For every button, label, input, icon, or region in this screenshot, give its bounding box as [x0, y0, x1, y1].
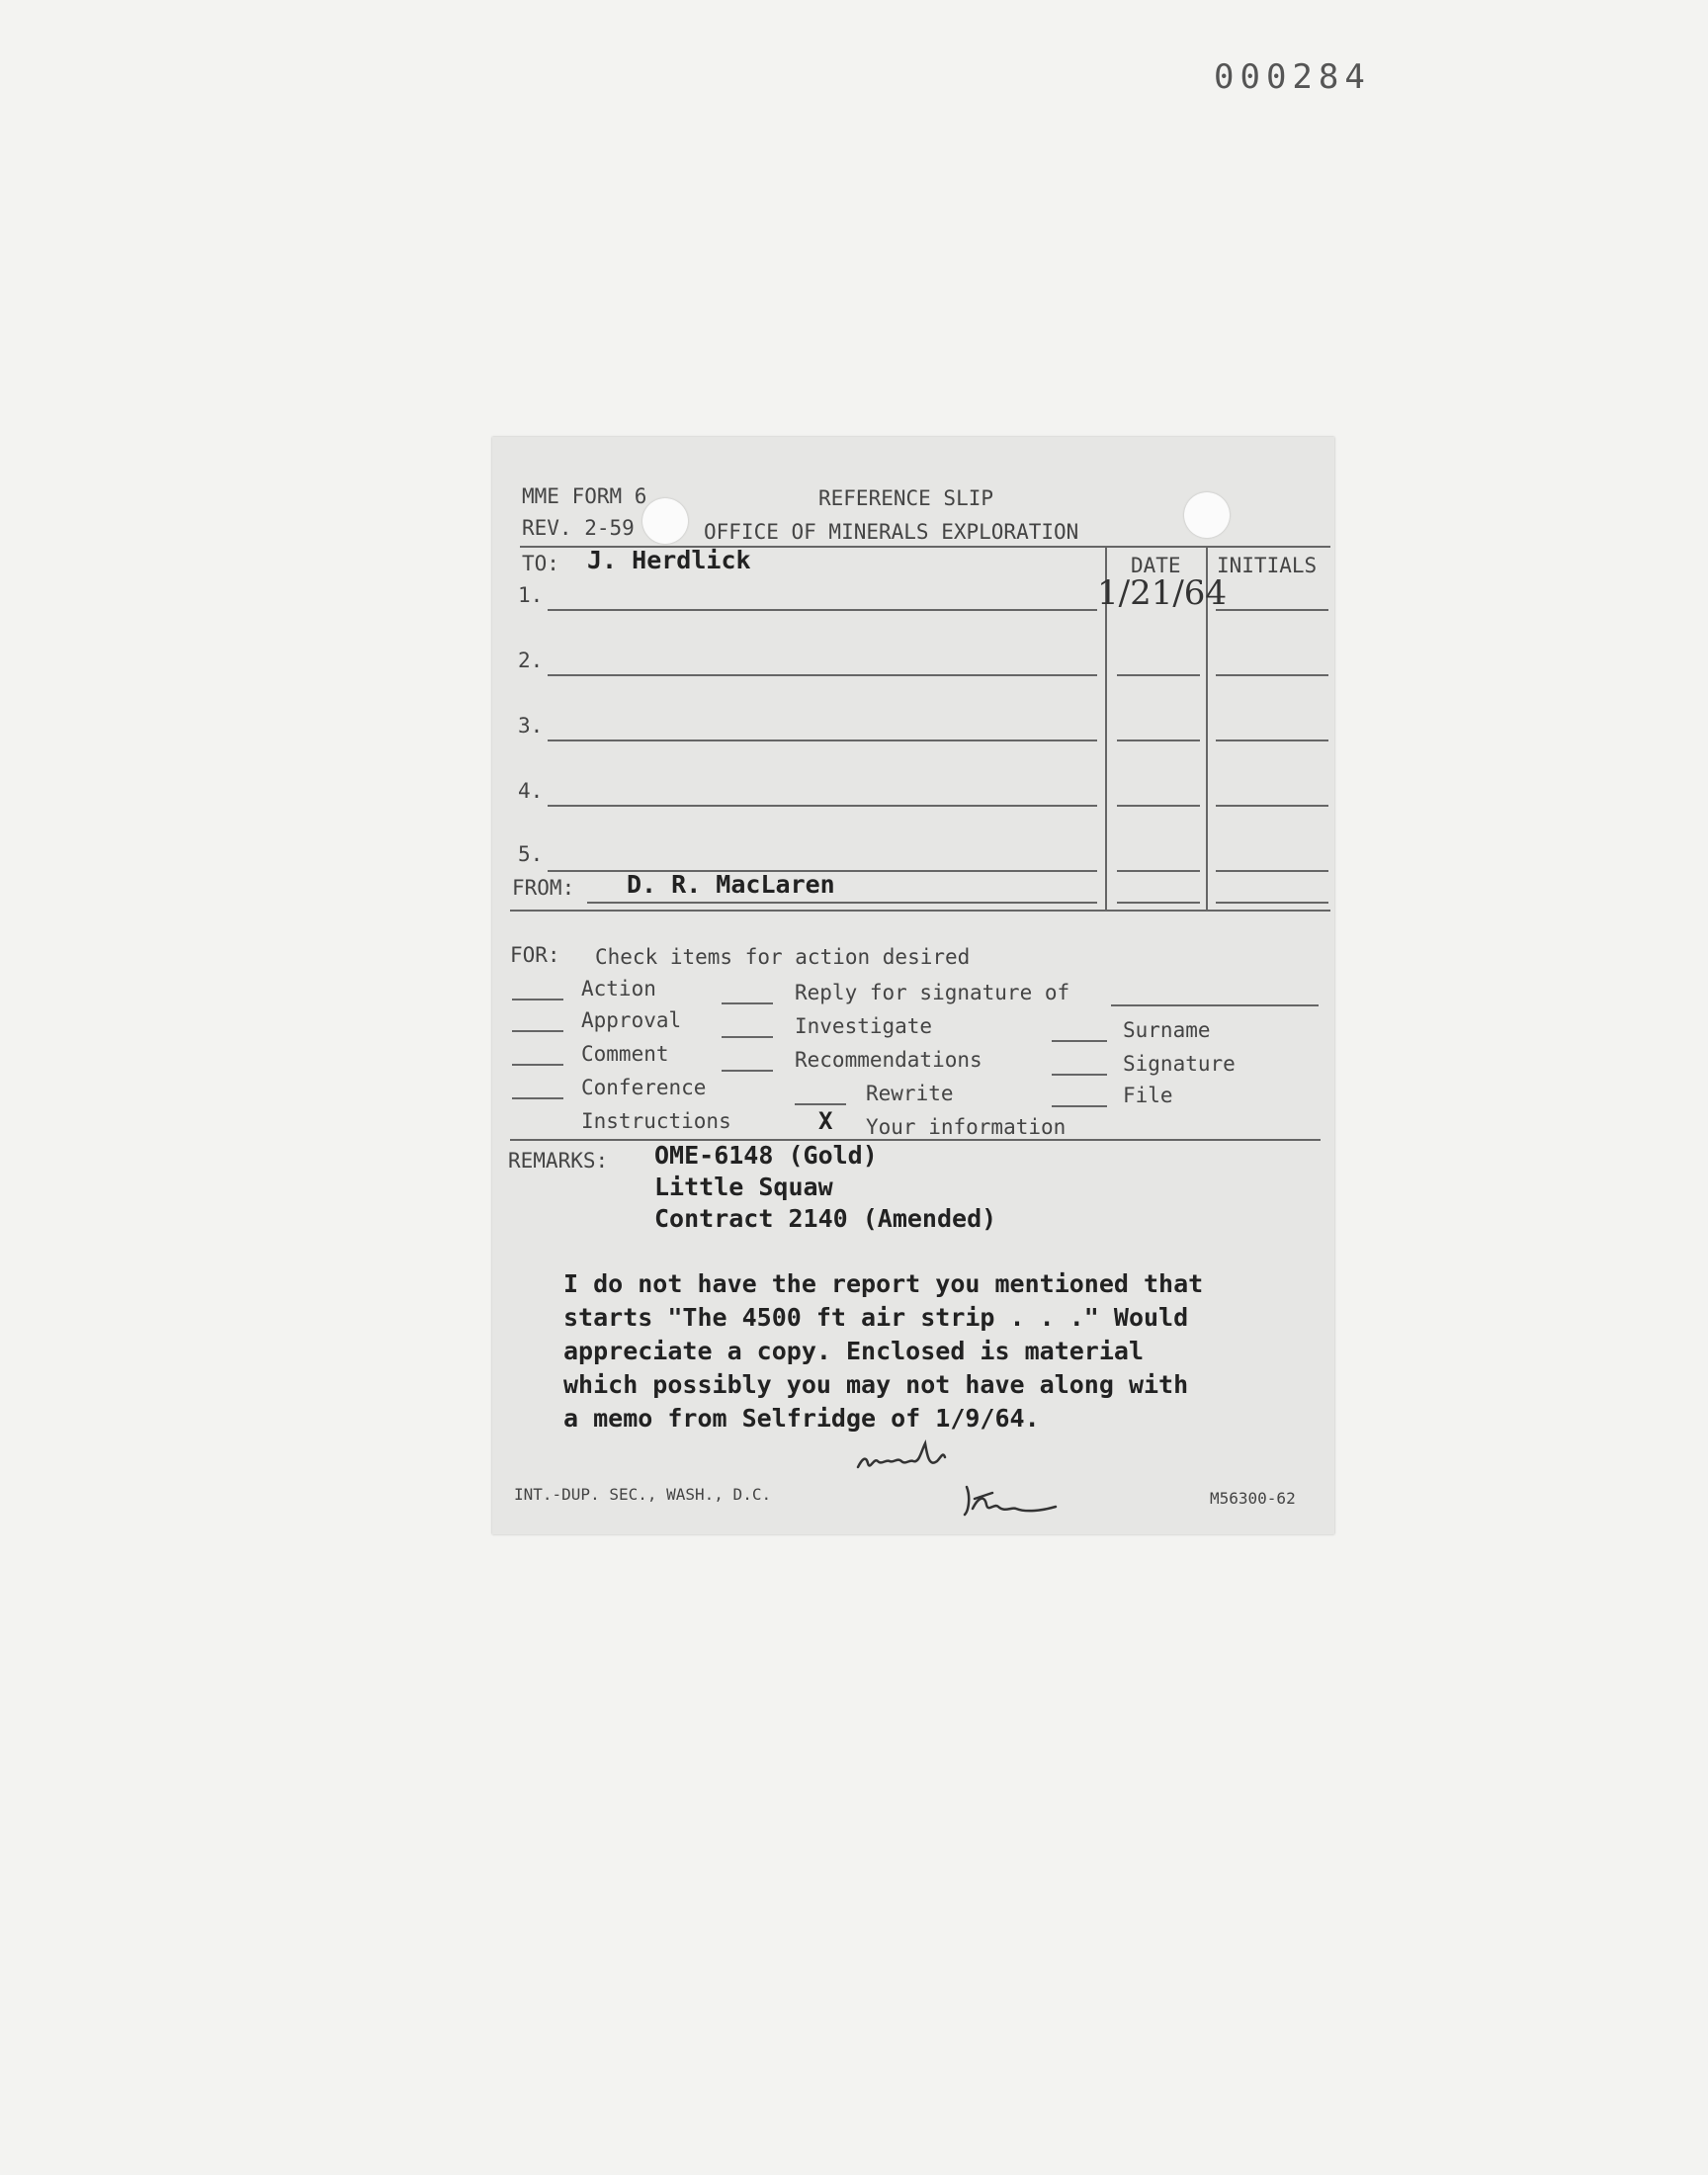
remarks-label: REMARKS:: [508, 1149, 609, 1173]
punch-hole-left: [642, 498, 688, 544]
row-number: 5.: [518, 842, 544, 866]
reference-slip: [492, 437, 1334, 1534]
document-number: 000284: [1214, 57, 1371, 97]
check-item-recommendations: Recommendations: [795, 1048, 982, 1072]
to-label: TO:: [522, 552, 559, 575]
row-date-line: [1117, 674, 1200, 676]
row-date-line: [1117, 805, 1200, 807]
for-label: FOR:: [510, 943, 560, 967]
row-date-line: [1117, 870, 1200, 872]
initials-header: INITIALS: [1217, 554, 1318, 577]
from-name: D. R. MacLaren: [627, 870, 835, 899]
check-item-rewrite: Rewrite: [866, 1082, 954, 1105]
check-blank[interactable]: [722, 1070, 773, 1072]
remarks-message: I do not have the report you mentioned that starts "The 4500 ft air strip . . ." Would appreciate a copy. Enclosed is material which possibly you may not have along with a memo from Selfridge of 1/9/64.: [563, 1269, 1204, 1433]
remarks-line: Little Squaw: [654, 1173, 833, 1201]
slip-title: REFERENCE SLIP: [818, 486, 994, 510]
row-line: [548, 740, 1097, 741]
check-item-file: File: [1123, 1084, 1173, 1107]
footer-right: M56300-62: [1210, 1489, 1296, 1508]
to-name: J. Herdlick: [587, 546, 751, 574]
row-line: [548, 609, 1097, 611]
check-blank[interactable]: [722, 1036, 773, 1038]
check-item-approval: Approval: [581, 1008, 682, 1032]
check-blank[interactable]: [512, 1030, 563, 1032]
row-date: 1/21/64: [1097, 573, 1228, 613]
from-divider: [510, 910, 1330, 912]
check-blank[interactable]: [512, 999, 563, 1000]
check-blank[interactable]: [512, 1064, 563, 1066]
check-item-your-information: Your information: [866, 1115, 1067, 1139]
row-line: [548, 674, 1097, 676]
remarks-line: Contract 2140 (Amended): [654, 1204, 997, 1233]
row-initials-line: [1216, 674, 1328, 676]
row-number: 3.: [518, 714, 544, 738]
row-line: [548, 805, 1097, 807]
row-initials-line: [1216, 870, 1328, 872]
from-date-line: [1117, 902, 1200, 904]
check-item-surname: Surname: [1123, 1018, 1211, 1042]
row-initials-line: [1216, 805, 1328, 807]
remarks-line: OME-6148 (Gold): [654, 1141, 878, 1170]
check-item-conference: Conference: [581, 1076, 707, 1099]
check-blank[interactable]: [1052, 1105, 1107, 1107]
date-header: DATE: [1131, 554, 1181, 577]
check-blank[interactable]: [1052, 1040, 1107, 1042]
check-item-instructions: Instructions: [581, 1109, 731, 1133]
punch-hole-right: [1184, 492, 1230, 538]
for-instruction: Check items for action desired: [595, 945, 971, 969]
from-label: FROM:: [512, 876, 575, 900]
row-initials-line: [1216, 609, 1328, 611]
check-blank[interactable]: [722, 1002, 773, 1004]
reply-signature-of-line[interactable]: [1111, 1004, 1319, 1006]
row-number: 1.: [518, 583, 544, 607]
row-date-line: [1117, 740, 1200, 741]
footer-left: INT.-DUP. SEC., WASH., D.C.: [514, 1485, 772, 1504]
office-name: OFFICE OF MINERALS EXPLORATION: [704, 520, 1079, 544]
check-blank[interactable]: [512, 1097, 563, 1099]
row-number: 4.: [518, 779, 544, 803]
row-initials-line: [1216, 740, 1328, 741]
checked-mark: X: [818, 1107, 833, 1135]
check-item-signature: Signature: [1123, 1052, 1236, 1076]
check-item-reply-for-signature: Reply for signature of: [795, 981, 1070, 1004]
from-initials-line: [1216, 902, 1328, 904]
form-id: MME FORM 6: [522, 484, 647, 508]
check-blank[interactable]: [795, 1103, 846, 1105]
revision: REV. 2-59: [522, 516, 635, 540]
row-number: 2.: [518, 649, 544, 672]
from-line: [587, 902, 1097, 904]
checklist-divider: [510, 1139, 1321, 1141]
check-item-action: Action: [581, 977, 656, 1000]
check-item-investigate: Investigate: [795, 1014, 933, 1038]
check-item-comment: Comment: [581, 1042, 669, 1066]
check-blank[interactable]: [1052, 1074, 1107, 1076]
